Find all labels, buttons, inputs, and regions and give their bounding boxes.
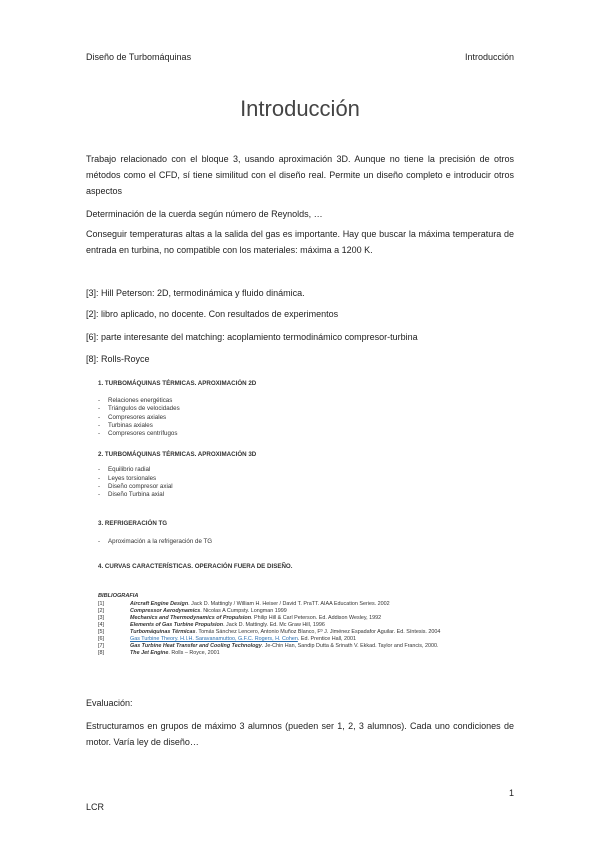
bibliography-entry: [8] The Jet Engine. Rolls – Royce, 2001 (98, 650, 220, 656)
bibliography-title: BIBLIOGRAFIA (98, 593, 139, 599)
section-heading: 1. TURBOMÁQUINAS TÉRMICAS. APROXIMACIÓN 2D (98, 380, 257, 387)
section-item: - Equilibrio radial (98, 466, 151, 473)
evaluation-text: Estructuramos en grupos de máximo 3 alumnos (pueden ser 1, 2, 3 alumnos). Cada uno condiciones de motor. Varía ley de diseño… (86, 721, 514, 747)
evaluation-heading: Evaluación: (86, 698, 133, 708)
section-item: - Leyes torsionales (98, 475, 157, 482)
section-item: - Aproximación a la refrigeración de TG (98, 538, 213, 545)
bibliography-entry: [7] Gas Turbine Heat Transfer and Cooling Technology. Je-Chin Han, Sandip Dutta & Srinath V. Ekkad. Taylor and Francis, 2000. (98, 643, 439, 649)
bibliography-entry: [1] Aircraft Engine Design. Jack D. Mattingly / William H. Heiser / David T. PraTT. AIAA Education Series. 2002 (98, 601, 390, 607)
bibliography-link[interactable]: Gas Turbine Theory. H.I.H. Saravanamuttoo, G.F.C. Rogers, H. Cohen (130, 636, 298, 642)
section-heading: 3. REFRIGERACIÓN TG (98, 520, 168, 527)
bibliography-entry: [2] Compressor Aerodynamics. Nicolas A Cumpsty. Longman 1999 (98, 608, 287, 614)
section-item: - Compresores axiales (98, 414, 167, 421)
section-item: - Diseño Turbina axial (98, 491, 165, 498)
bibliography-entry: [4] Elements of Gas Turbine Propulsion. Jack D. Mattingly. Ed. Mc Graw Hill, 1996 (98, 622, 325, 628)
reference-note: [8]: Rolls-Royce (86, 354, 150, 364)
paragraph-chord: Determinación de la cuerda según número de Reynolds, … (86, 209, 323, 219)
footer-initials: LCR (86, 802, 105, 812)
paragraph-intro: Trabajo relacionado con el bloque 3, usando aproximación 3D. Aunque no tiene la precisión de otros métodos como el CFD, sí tiene similitud con el diseño real. Permite un diseño completo e introducir otros aspectos (86, 154, 514, 196)
page-title: Introducción (240, 96, 360, 121)
section-item: - Relaciones energéticas (98, 397, 173, 404)
paragraph-temperature: Conseguir temperaturas altas a la salida del gas es importante. Hay que buscar la máxima temperatura de entrada en turbina, no compatible con los materiales: máxima a 1200 K. (86, 229, 514, 255)
reference-note: [6]: parte interesante del matching: acoplamiento termodinámico compresor-turbina (86, 332, 418, 342)
section-heading: 4. CURVAS CARACTERÍSTICAS. OPERACIÓN FUERA DE DISEÑO. (98, 563, 293, 570)
section-item: - Diseño compresor axial (98, 483, 173, 490)
bibliography-entry: [3] Mechanics and Thermodynamics of Propulsion. Philip Hill & Carl Peterson. Ed. Addison Wesley, 1992 (98, 615, 382, 621)
section-item: - Compresores centrífugos (98, 430, 178, 437)
reference-note: [2]: libro aplicado, no docente. Con resultados de experimentos (86, 309, 339, 319)
bibliography-entry: [5] Turbomáquinas Térmicas. Tomás Sánchez Lencero, Antonio Muñoz Blanco, Fº J. Jiménez Espadafor Aguilar. Ed. Síntesis. 2004 (98, 629, 441, 635)
running-header-left: Diseño de Turbomáquinas (86, 52, 192, 62)
reference-note: [3]: Hill Peterson: 2D, termodinámica y fluido dinámica. (86, 288, 305, 298)
section-heading: 2. TURBOMÁQUINAS TÉRMICAS. APROXIMACIÓN 3D (98, 451, 257, 458)
page-number: 1 (508, 788, 514, 798)
bibliography-entry: [6] Gas Turbine Theory. H.I.H. Saravanamuttoo, G.F.C. Rogers, H. Cohen. Ed. Prentice Hall, 2001 (98, 636, 357, 642)
section-item: - Triángulos de velocidades (98, 405, 180, 412)
section-item: - Turbinas axiales (98, 422, 153, 429)
running-header-right: Introducción (464, 52, 514, 62)
